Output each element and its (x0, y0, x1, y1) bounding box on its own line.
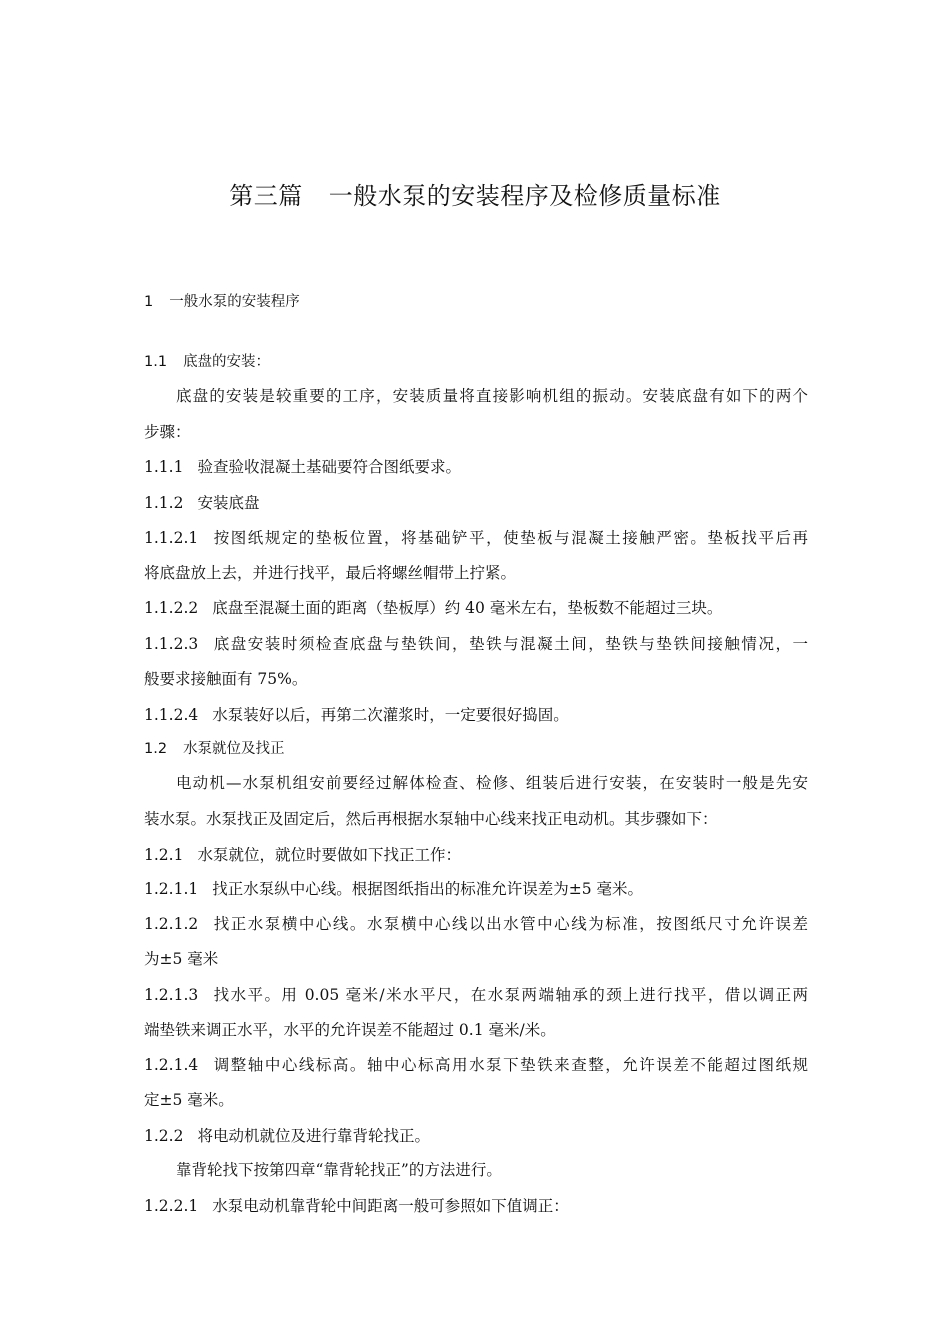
clause-text: 按图纸规定的垫板位置，将基础铲平，使垫板与混凝土接触严密。垫板找平后再 (212, 529, 808, 547)
clause-text: 水泵装好以后，再第二次灌浆时，一定要很好捣固。 (212, 706, 569, 724)
clause-number: 1.2.1.1 (144, 880, 199, 898)
paragraph-line: 电动机—水泵机组安前要经过解体检查、检修、组装后进行安装，在安装时一般是先安 (176, 774, 808, 792)
section-heading-1-2 (144, 739, 808, 759)
clause-number: 1.1.2.4 (144, 706, 199, 724)
paragraph-line: 为±5 毫米 (144, 950, 219, 968)
paragraph-line: 底盘的安装是较重要的工序，安装质量将直接影响机组的振动。安装底盘有如下的两个 (176, 387, 808, 405)
title-part: 第三篇 (229, 182, 303, 210)
clause-text: 安装底盘 (197, 494, 260, 512)
clause-text: 找正水泵纵中心线。根据图纸指出的标准允许误差为±5 毫米。 (212, 880, 644, 898)
clause-1-1-2-4 (144, 705, 808, 725)
paragraph-line: 定±5 毫米。 (144, 1091, 234, 1109)
clause-number: 1.2.1 (144, 846, 184, 864)
clause-1-2-2 (144, 1126, 808, 1146)
clause-number: 1.1.2 (144, 494, 184, 512)
section-heading-1-1 (144, 352, 808, 372)
paragraph-line: 将底盘放上去，并进行找平，最后将螺丝帽带上拧紧。 (144, 564, 517, 582)
paragraph-line: 装水泵。水泵找正及固定后，然后再根据水泵轴中心线来找正电动机。其步骤如下： (144, 810, 718, 828)
clause-text: 底盘至混凝土面的距离（垫板厚）约 40 毫米左右，垫板数不能超过三块。 (212, 599, 723, 617)
clause-1-2-1-1 (144, 879, 808, 899)
page-title (0, 176, 950, 211)
clause-text: 底盘安装时须检查底盘与垫铁间，垫铁与混凝土间，垫铁与垫铁间接触情况，一 (212, 635, 808, 653)
clause-number: 1.1.2.3 (144, 635, 199, 653)
clause-1-2-1-3 (144, 985, 808, 1005)
clause-number: 1.2.1.3 (144, 986, 199, 1004)
section-title: 底盘的安装： (183, 354, 271, 370)
clause-text: 找正水泵横中心线。水泵横中心线以出水管中心线为标准，按图纸尺寸允许误差 (212, 915, 808, 933)
clause-1-2-1 (144, 845, 808, 865)
clause-1-1-1 (144, 457, 808, 477)
clause-text: 找水平。用 0.05 毫米/米水平尺，在水泵两端轴承的颈上进行找平，借以调正两 (212, 986, 808, 1004)
clause-number: 1.1.2.2 (144, 599, 199, 617)
section-heading-1 (144, 292, 808, 312)
clause-text: 水泵就位，就位时要做如下找正工作： (197, 846, 461, 864)
section-title: 水泵就位及找正 (183, 741, 285, 757)
section-number: 1 (144, 294, 154, 310)
title-text: 一般水泵的安装程序及检修质量标准 (328, 182, 721, 210)
paragraph-line: 靠背轮找下按第四章“靠背轮找正”的方法进行。 (176, 1161, 502, 1179)
clause-1-2-1-2 (144, 914, 808, 934)
clause-number: 1.2.2.1 (144, 1197, 199, 1215)
section-number: 1.2 (144, 741, 168, 757)
clause-text: 将电动机就位及进行靠背轮找正。 (197, 1127, 430, 1145)
clause-text: 水泵电动机靠背轮中间距离一般可参照如下值调正： (212, 1197, 569, 1215)
paragraph-line: 般要求接触面有 75%。 (144, 670, 308, 688)
clause-number: 1.1.1 (144, 458, 184, 476)
paragraph-line: 步骤： (144, 423, 191, 441)
clause-number: 1.2.1.2 (144, 915, 199, 933)
paragraph-line: 端垫铁来调正水平，水平的允许误差不能超过 0.1 毫米/米。 (144, 1021, 556, 1039)
section-title: 一般水泵的安装程序 (169, 294, 300, 310)
clause-text: 验查验收混凝土基础要符合图纸要求。 (197, 458, 461, 476)
clause-number: 1.1.2.1 (144, 529, 199, 547)
clause-number: 1.2.1.4 (144, 1056, 199, 1074)
clause-1-2-2-1 (144, 1196, 808, 1216)
clause-1-1-2-3 (144, 634, 808, 654)
clause-text: 调整轴中心线标高。轴中心标高用水泵下垫铁来查整，允许误差不能超过图纸规 (212, 1056, 808, 1074)
clause-1-1-2 (144, 493, 808, 513)
clause-1-1-2-1 (144, 528, 808, 548)
section-number: 1.1 (144, 354, 168, 370)
clause-1-1-2-2 (144, 598, 808, 618)
clause-1-2-1-4 (144, 1055, 808, 1075)
clause-number: 1.2.2 (144, 1127, 184, 1145)
